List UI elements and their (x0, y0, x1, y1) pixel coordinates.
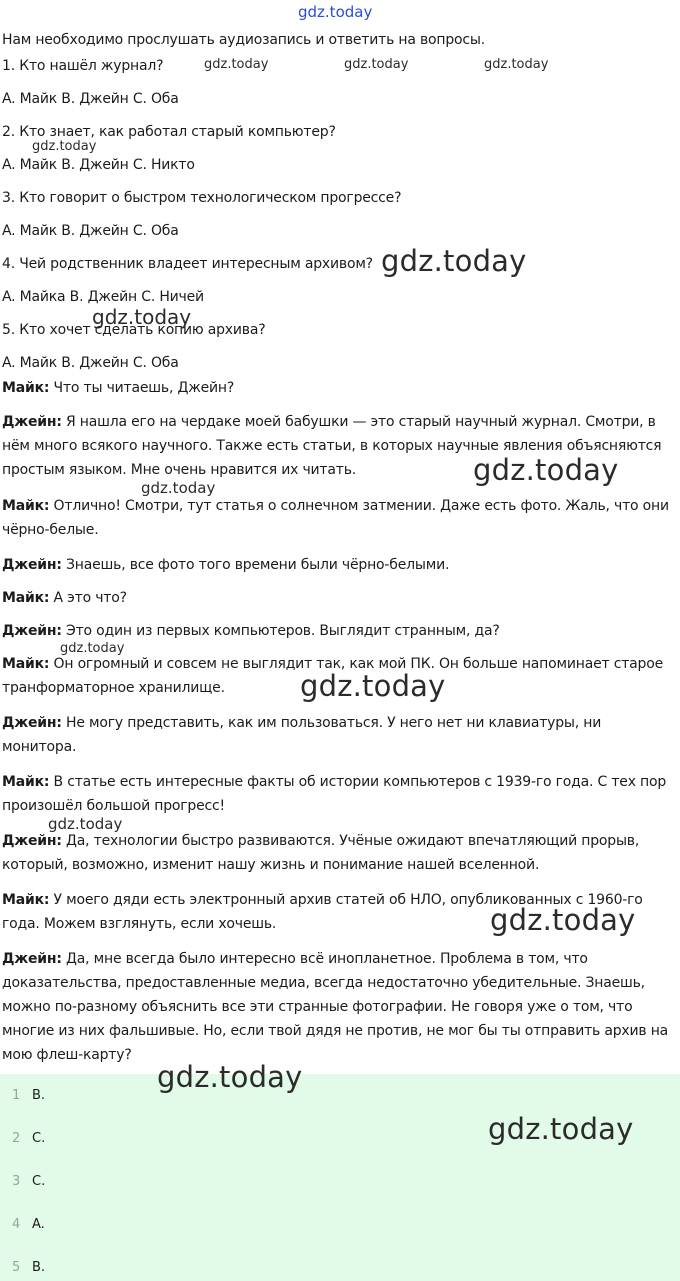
answers-panel (0, 1074, 680, 1281)
dialogue-line-4 (2, 553, 678, 577)
dialogue-text: Да, мне всегда было интересно всё инопланетное. Проблема в том, что доказательства, предоставленные медиа, всегда недостаточно убедительные. Знаешь, можно по-разному объяснить все эти странные фотографии. Не говоря уже о том, что многие из них фальшивые. Но, если твой дядя не против, не мог бы ты отправить архив на мою флеш-карту? (2, 951, 669, 1063)
speaker-label: Майк: (2, 590, 50, 606)
answer-number: 1 (12, 1088, 21, 1103)
speaker-label: Майк: (2, 498, 50, 514)
answer-number: 5 (12, 1260, 21, 1275)
speaker-label: Майк: (2, 774, 50, 790)
dialogue-text: Он огромный и совсем не выглядит так, как мой ПК. Он больше напоминает старое транформаторное хранилище. (2, 656, 664, 696)
dialogue-line-9 (2, 770, 678, 818)
speaker-label: Джейн: (2, 715, 62, 731)
answer-number: 3 (12, 1174, 21, 1189)
watermark: gdz.today (141, 479, 216, 497)
speaker-label: Джейн: (2, 951, 62, 967)
question-5: 5. Кто хочет сделать копию архива? (2, 322, 266, 338)
watermark: gdz.today (488, 1112, 634, 1146)
speaker-label: Джейн: (2, 557, 62, 573)
dialogue-line-12 (2, 947, 678, 1067)
dialogue-text: Что ты читаешь, Джейн? (49, 380, 235, 396)
answer-value: B. (32, 1088, 46, 1103)
question-2: 2. Кто знает, как работал старый компьютер? (2, 124, 336, 140)
answer-value: B. (32, 1260, 46, 1275)
watermark: gdz.today (48, 815, 123, 833)
watermark: gdz.today (344, 57, 409, 72)
watermark: gdz.today (484, 57, 549, 72)
question-2-options: A. Майк B. Джейн C. Никто (2, 157, 195, 173)
watermark: gdz.today (60, 641, 125, 656)
speaker-label: Майк: (2, 892, 50, 908)
question-4: 4. Чей родственник владеет интересным архивом? (2, 256, 373, 272)
watermark: gdz.today (92, 305, 192, 329)
dialogue-text: Да, технологии быстро развиваются. Учёные ожидают впечатляющий прорыв, который, возможно, изменит нашу жизнь и понимание нашей вселенной. (2, 833, 640, 873)
watermark: gdz.today (157, 1060, 303, 1094)
dialogue-text: У моего дяди есть электронный архив статей об НЛО, опубликованных с 1960-го года. Можем взглянуть, если хочешь. (2, 892, 643, 932)
question-3-options: A. Майк B. Джейн C. Оба (2, 223, 179, 239)
answer-number: 4 (12, 1217, 21, 1232)
dialogue-line-5 (2, 586, 678, 610)
dialogue-line-8 (2, 711, 678, 759)
dialogue-text: Отлично! Смотри, тут статья о солнечном затмении. Даже есть фото. Жаль, что они чёрно-белые. (2, 498, 669, 538)
question-1-options: A. Майк B. Джейн C. Оба (2, 91, 179, 107)
dialogue-text: В статье есть интересные факты об истории компьютеров с 1939-го года. С тех пор произошёл большой прогресс! (2, 774, 667, 814)
dialogue-line-1 (2, 376, 678, 400)
speaker-label: Джейн: (2, 623, 62, 639)
dialogue-line-10 (2, 829, 678, 877)
dialogue-text: Не могу представить, как им пользоваться. У него нет ни клавиатуры, ни монитора. (2, 715, 602, 755)
watermark: gdz.today (490, 903, 636, 937)
watermark: gdz.today (473, 453, 619, 487)
speaker-label: Майк: (2, 656, 50, 672)
intro-text: Нам необходимо прослушать аудиозапись и ответить на вопросы. (2, 32, 486, 48)
answer-number: 2 (12, 1131, 21, 1146)
watermark-top: gdz.today (298, 3, 373, 21)
watermark: gdz.today (204, 57, 269, 72)
question-5-options: A. Майк B. Джейн C. Оба (2, 355, 179, 371)
answer-value: C. (32, 1174, 46, 1189)
watermark: gdz.today (300, 669, 446, 703)
speaker-label: Джейн: (2, 833, 62, 849)
speaker-label: Джейн: (2, 414, 62, 430)
watermark: gdz.today (381, 244, 527, 278)
dialogue-line-6 (2, 619, 678, 643)
question-3: 3. Кто говорит о быстром технологическом прогрессе? (2, 190, 402, 206)
answer-value: A. (32, 1217, 45, 1232)
question-4-options: A. Майка B. Джейн C. Ничей (2, 289, 204, 305)
watermark: gdz.today (32, 139, 97, 154)
dialogue-text: Это один из первых компьютеров. Выглядит странным, да? (61, 623, 500, 639)
dialogue-text: Знаешь, все фото того времени были чёрно-белыми. (61, 557, 450, 573)
answer-value: C. (32, 1131, 46, 1146)
dialogue-text: А это что? (49, 590, 127, 606)
question-1: 1. Кто нашёл журнал? (2, 58, 164, 74)
dialogue-line-3 (2, 494, 678, 542)
dialogue-text: Я нашла его на чердаке моей бабушки — это старый научный журнал. Смотри, в нём много всякого научного. Также есть статьи, в которых научные явления объясняются простым языком. Мне очень нравится их читать. (2, 414, 662, 478)
speaker-label: Майк: (2, 380, 50, 396)
